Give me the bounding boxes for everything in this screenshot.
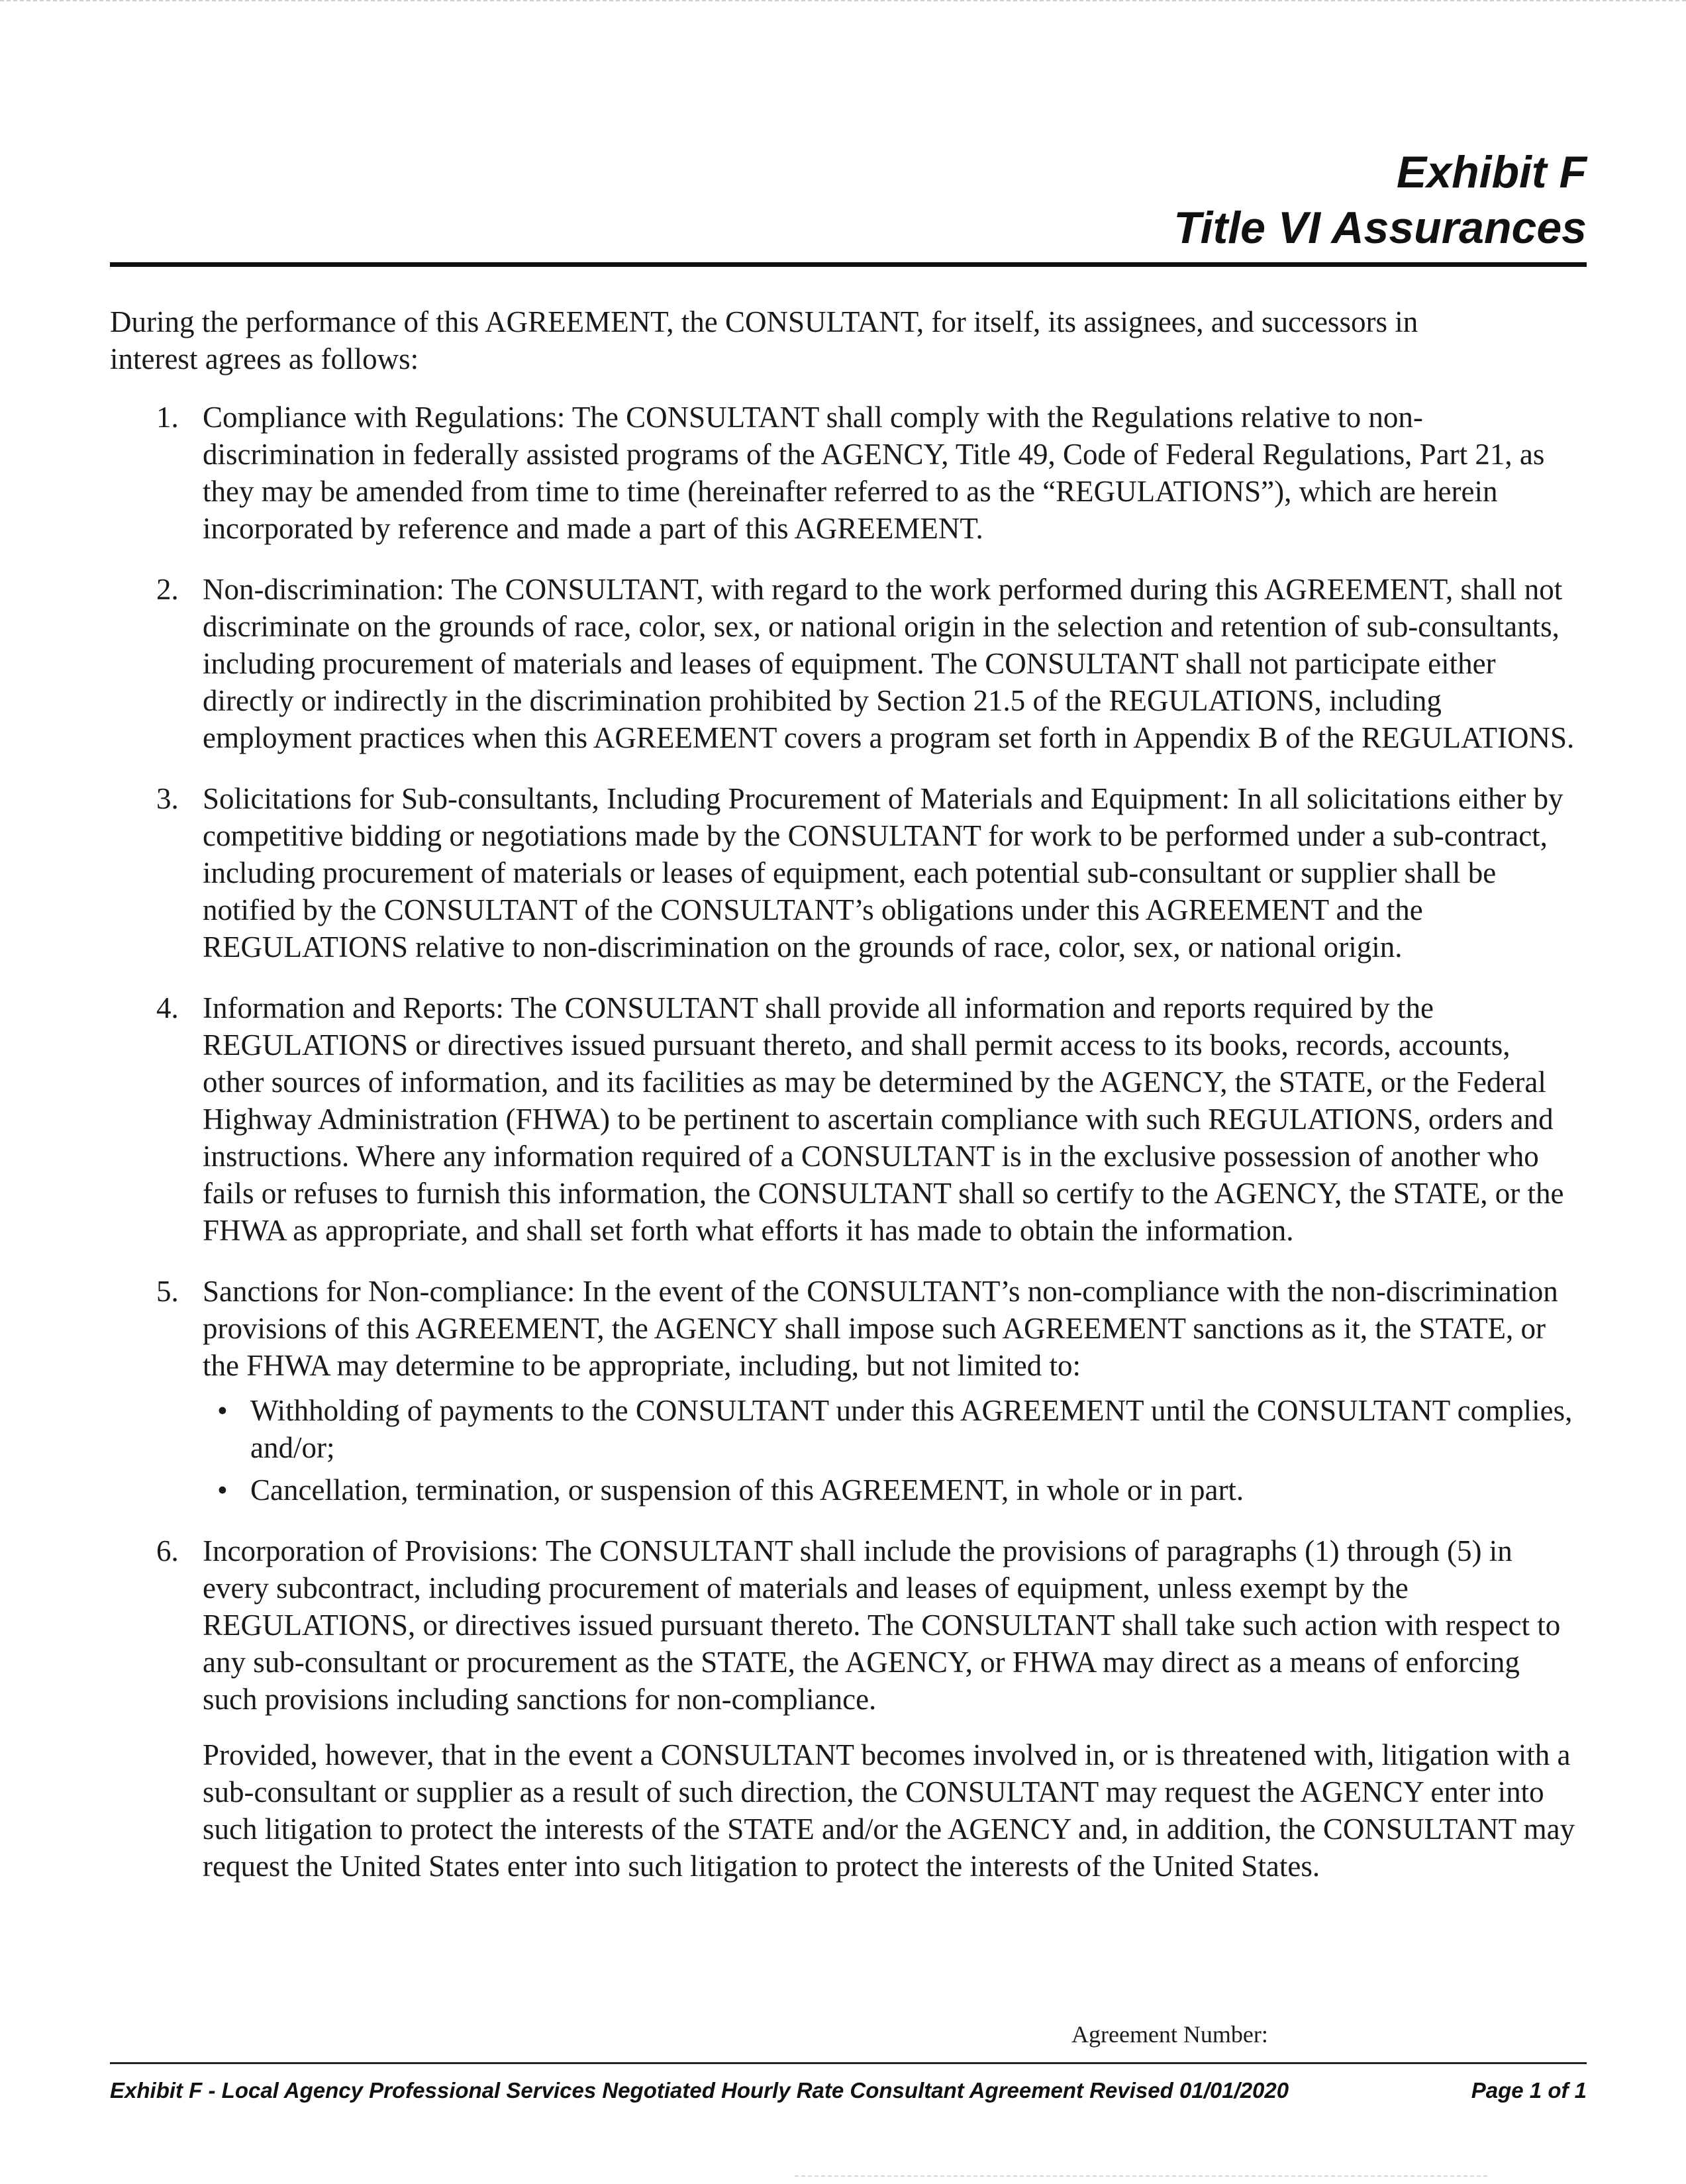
list-item (110, 989, 1576, 1249)
item-number: 5. (156, 1275, 179, 1308)
footer-divider (110, 2062, 1587, 2064)
bullet-text: Cancellation, termination, or suspension of this AGREEMENT, in whole or in part. (250, 1473, 1244, 1507)
bullet-text: Withholding of payments to the CONSULTANT under this AGREEMENT until the CONSULTANT complies, and/or; (250, 1394, 1573, 1464)
agreement-number-label: Agreement Number: (1071, 2021, 1268, 2048)
item-text: Incorporation of Provisions: The CONSULTANT shall include the provisions of paragraphs (1) through (5) in every subcontract, including procurement of materials and leases of equipment, unless exempt by the REGULATIONS, or directives issued pursuant thereto. The CONSULTANT shall take such action with respect to any sub-consultant or procurement as the STATE, the AGENCY, or FHWA may direct as a means of enforcing such provisions including sanctions for non-compliance. (203, 1534, 1561, 1716)
sanctions-bullet-list (203, 1392, 1576, 1509)
header-divider (110, 262, 1587, 267)
item-number: 3. (156, 782, 179, 815)
scan-edge-bottom (795, 2175, 1487, 2179)
item-number: 1. (156, 401, 179, 434)
list-item (110, 571, 1576, 756)
page-number: Page 1 of 1 (1471, 2078, 1587, 2103)
exhibit-title: Exhibit F (1396, 147, 1587, 197)
item-text: Sanctions for Non-compliance: In the event of the CONSULTANT’s non-compliance with the non-discrimination provisions of this AGREEMENT, the AGENCY shall impose such AGREEMENT sanctions as it, the STATE, or the FHWA may determine to be appropriate, including, but not limited to: (203, 1275, 1558, 1382)
list-item (110, 1532, 1576, 1885)
footer-document-title: Exhibit F - Local Agency Professional Services Negotiated Hourly Rate Consultant Agreement Revised 01/01/2020 (110, 2078, 1289, 2103)
item-number: 2. (156, 573, 179, 606)
bullet-item (203, 1471, 1576, 1509)
list-item (110, 1273, 1576, 1509)
item-text: Non-discrimination: The CONSULTANT, with regard to the work performed during this AGREEMENT, shall not discriminate on the grounds of race, color, sex, or national origin in the selection and retention of sub-consultants, including procurement of materials and leases of equipment. The CONSULTANT shall not participate either directly or indirectly in the discrimination prohibited by Section 21.5 of the REGULATIONS, including employment practices when this AGREEMENT covers a program set forth in Appendix B of the REGULATIONS. (203, 573, 1575, 754)
list-item (110, 399, 1576, 547)
bullet-icon: • (217, 1473, 228, 1507)
bullet-item (203, 1392, 1576, 1466)
item-number: 4. (156, 991, 179, 1024)
bullet-icon: • (217, 1394, 228, 1427)
list-item (110, 780, 1576, 966)
item-text: Information and Reports: The CONSULTANT shall provide all information and reports required by the REGULATIONS or directives issued pursuant thereto, and shall permit access to its books, records, accounts, other sources of information, and its facilities as may be determined by the AGENCY, the STATE, or the Federal Highway Administration (FHWA) to be pertinent to ascertain compliance with such REGULATIONS, orders and instructions. Where any information required of a CONSULTANT is in the exclusive possession of another who fails or refuses to furnish this information, the CONSULTANT shall so certify to the AGENCY, the STATE, or the FHWA as appropriate, and shall set forth what efforts it has made to obtain the information. (203, 991, 1564, 1247)
item-text: Solicitations for Sub-consultants, Including Procurement of Materials and Equipment: In all solicitations either by competitive bidding or negotiations made by the CONSULTANT for work to be performed under a sub-contract, including procurement of materials or leases of equipment, each potential sub-consultant or supplier shall be notified by the CONSULTANT of the CONSULTANT’s obligations under this AGREEMENT and the REGULATIONS relative to non-discrimination on the grounds of race, color, sex, or national origin. (203, 782, 1563, 964)
page-header (1173, 144, 1587, 256)
assurance-list (110, 399, 1576, 1909)
item-number: 6. (156, 1534, 179, 1567)
item-text: Compliance with Regulations: The CONSULTANT shall comply with the Regulations relative to non-discrimination in federally assisted programs of the AGENCY, Title 49, Code of Federal Regulations, Part 21, as they may be amended from time to time (hereinafter referred to as the “REGULATIONS”), which are herein incorporated by reference and made a part of this AGREEMENT. (203, 401, 1545, 545)
exhibit-subtitle: Title VI Assurances (1173, 203, 1587, 253)
intro-paragraph: During the performance of this AGREEMENT, the CONSULTANT, for itself, its assignees, and successors in interest agrees as follows: (110, 305, 1418, 375)
proviso-paragraph: Provided, however, that in the event a CONSULTANT becomes involved in, or is threatened with, litigation with a sub-consultant or supplier as a result of such direction, the CONSULTANT may request the AGENCY enter into such litigation to protect the interests of the STATE and/or the AGENCY and, in addition, the CONSULTANT may request the United States enter into such litigation to protect the interests of the United States. (203, 1738, 1575, 1883)
scan-edge-top (0, 0, 1686, 4)
